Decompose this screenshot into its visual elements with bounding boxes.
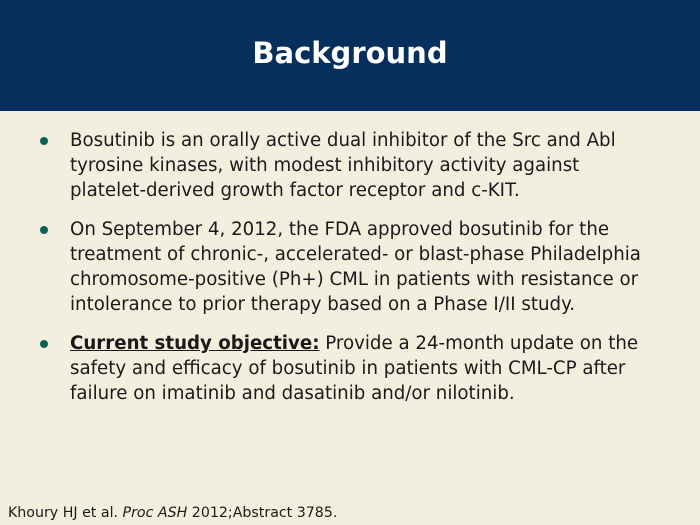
citation-details: 2012;Abstract 3785. <box>187 505 338 521</box>
bullet-item <box>36 331 656 406</box>
bullet-list <box>36 128 656 420</box>
bullet-dot-icon <box>40 226 48 234</box>
bullet-item <box>36 128 656 203</box>
slide-title: Background <box>252 36 448 70</box>
title-bar <box>0 0 700 111</box>
citation-journal: Proc ASH <box>122 505 188 521</box>
bullet-text: Bosutinib is an orally active dual inhibitor of the Src and Abl tyrosine kinases, with modest inhibitory activity against platelet-derived growth factor receptor and c-KIT. <box>70 130 616 201</box>
bullet-item <box>36 217 656 317</box>
objective-label: Current study objective: <box>70 333 320 354</box>
citation <box>8 504 337 522</box>
citation-authors: Khoury HJ et al. <box>8 505 123 521</box>
bullet-text: Provide a 24-month update on the safety and efficacy of bosutinib in patients with CML-CP after failure on imatinib and dasatinib and/or nilotinib. <box>70 333 639 404</box>
bullet-dot-icon <box>40 137 48 145</box>
bullet-text: On September 4, 2012, the FDA approved bosutinib for the treatment of chronic-, accelerated- or blast-phase Philadelphia chromosome-positive (Ph+) CML in patients with resistance or intolerance to prior therapy based on a Phase I/II study. <box>70 219 641 315</box>
bullet-dot-icon <box>40 340 48 348</box>
